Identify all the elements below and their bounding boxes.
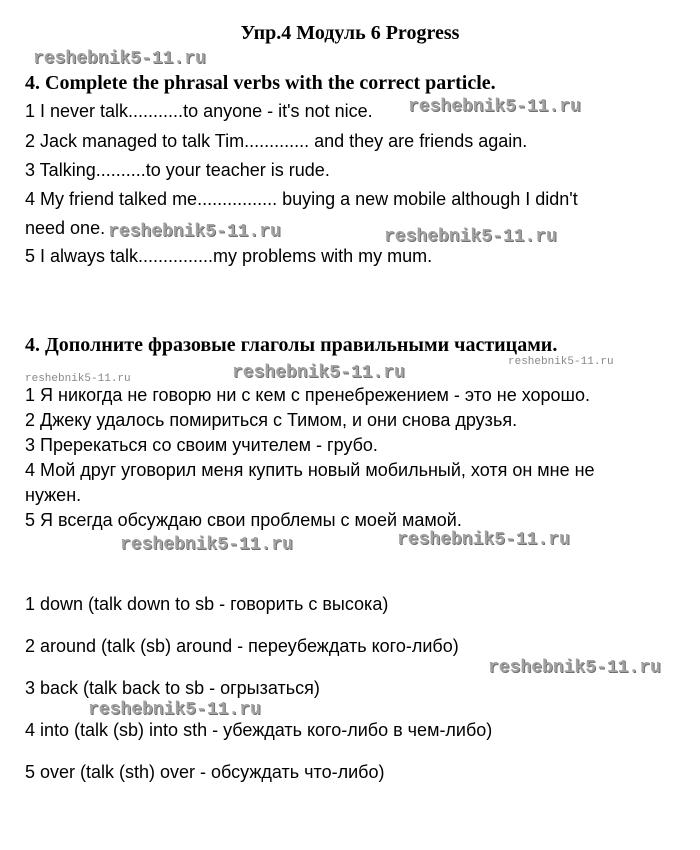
english-heading: 4. Complete the phrasal verbs with the correct particle. xyxy=(25,72,496,94)
russian-line-4-continued: нужен. xyxy=(25,485,82,505)
english-line-5: 5 I always talk...............my problems with my mum. xyxy=(25,246,433,266)
answer-3: 3 back (talk back to sb - огрызаться) xyxy=(25,678,320,698)
english-line-4: 4 My friend talked me................ buying a new mobile although I didn't xyxy=(25,189,578,209)
russian-heading: 4. Дополните фразовые глаголы правильными частицами. xyxy=(25,334,558,356)
page-title: Упр.4 Модуль 6 Progress xyxy=(240,22,460,44)
russian-line-4: 4 Мой друг уговорил меня купить новый мобильный, хотя он мне не xyxy=(25,460,595,480)
watermark: reshebnik5-11.ru xyxy=(108,222,281,242)
watermark: reshebnik5-11.ru xyxy=(88,700,261,720)
watermark: reshebnik5-11.ru xyxy=(25,373,131,385)
russian-line-1: 1 Я никогда не говорю ни с кем с пренебрежением - это не хорошо. xyxy=(25,385,590,405)
english-line-1: 1 I never talk...........to anyone - it's not nice. xyxy=(25,101,373,121)
answer-1: 1 down (talk down to sb - говорить с высока) xyxy=(25,594,389,614)
english-line-3: 3 Talking..........to your teacher is rude. xyxy=(25,160,330,180)
watermark: reshebnik5-11.ru xyxy=(120,535,293,555)
russian-line-5: 5 Я всегда обсуждаю свои проблемы с моей мамой. xyxy=(25,510,462,530)
russian-line-2: 2 Джеку удалось помириться с Тимом, и они снова друзья. xyxy=(25,410,518,430)
watermark: reshebnik5-11.ru xyxy=(408,97,581,117)
english-line-2: 2 Jack managed to talk Tim............. and they are friends again. xyxy=(25,131,528,151)
english-line-4-continued: need one. xyxy=(25,218,106,238)
answer-4: 4 into (talk (sb) into sth - убеждать кого-либо в чем-либо) xyxy=(25,720,493,740)
watermark: reshebnik5-11.ru xyxy=(384,227,557,247)
watermark: reshebnik5-11.ru xyxy=(232,363,405,383)
answer-2: 2 around (talk (sb) around - переубеждать кого-либо) xyxy=(25,636,459,656)
watermark: reshebnik5-11.ru xyxy=(508,356,614,368)
watermark: reshebnik5-11.ru xyxy=(33,49,206,69)
russian-line-3: 3 Пререкаться со своим учителем - грубо. xyxy=(25,435,378,455)
watermark: reshebnik5-11.ru xyxy=(397,530,570,550)
watermark: reshebnik5-11.ru xyxy=(488,658,661,678)
answer-5: 5 over (talk (sth) over - обсуждать что-либо) xyxy=(25,762,385,782)
